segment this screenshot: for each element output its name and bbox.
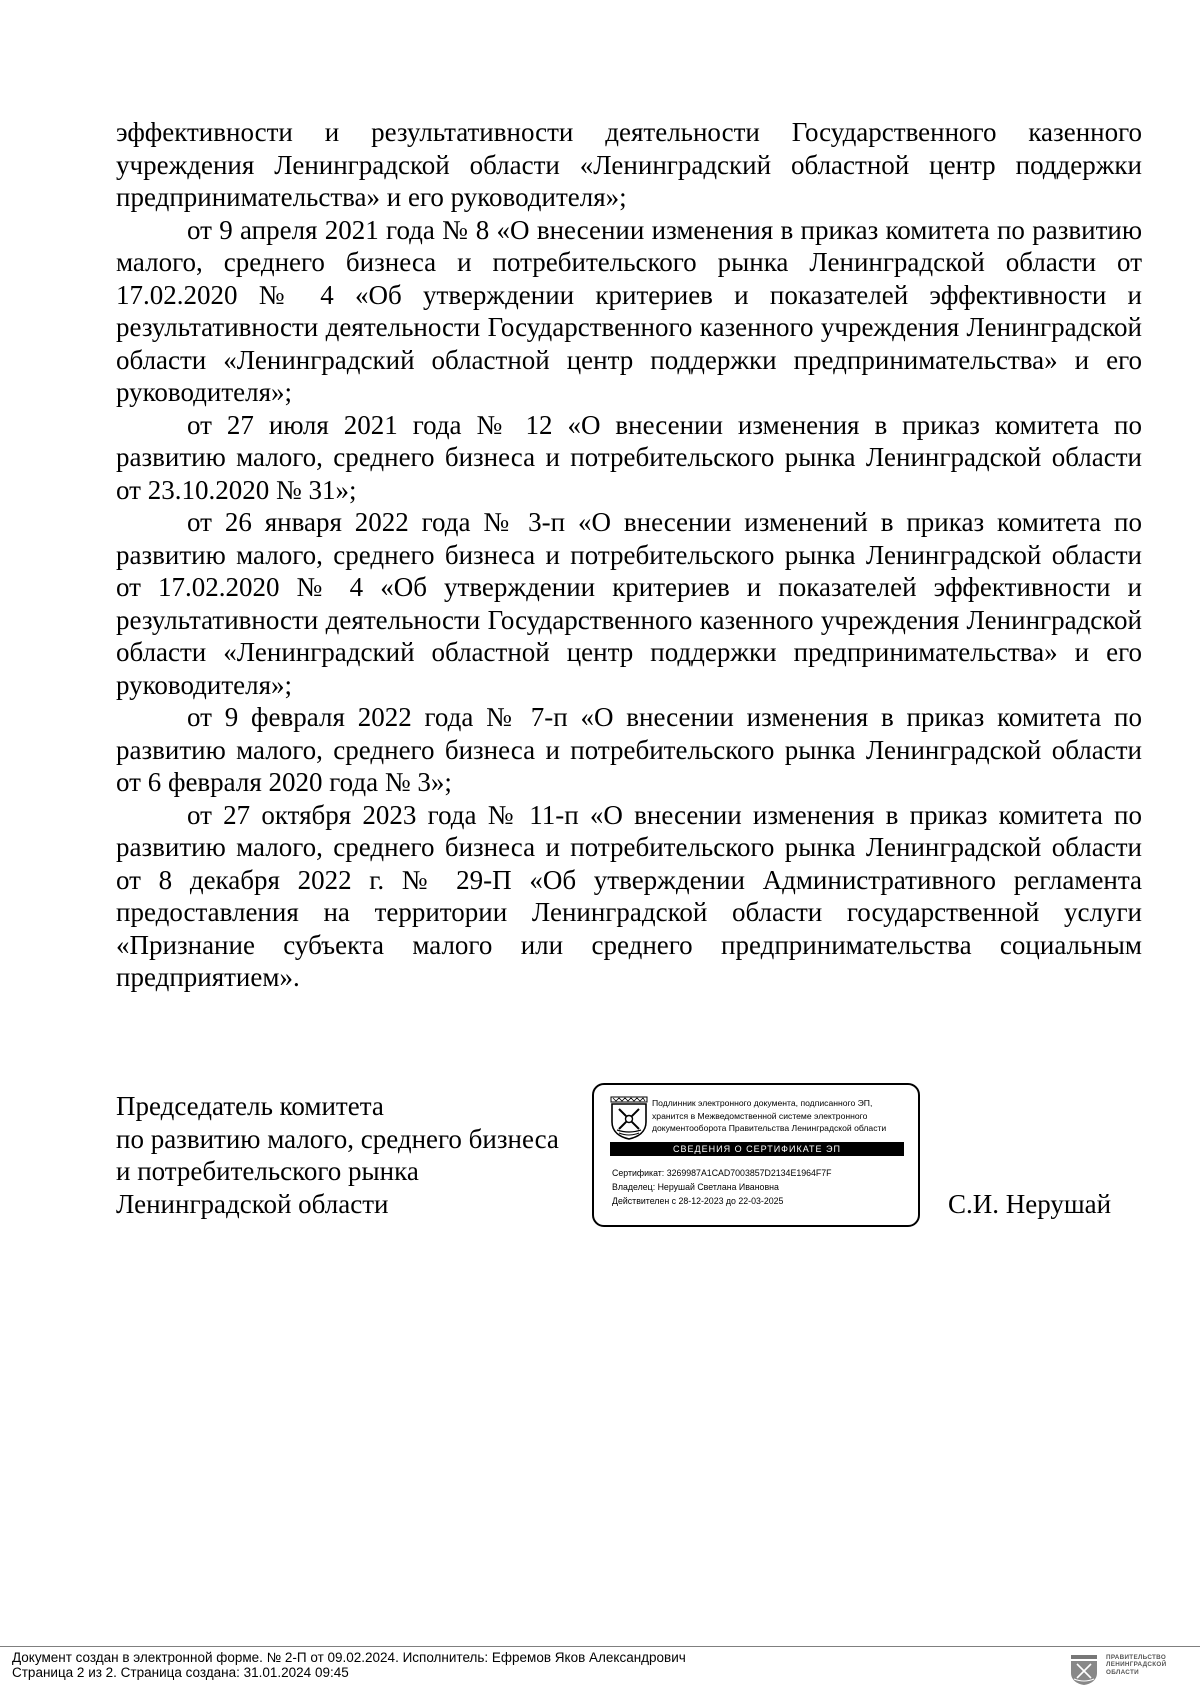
electronic-signature-stamp (592, 1083, 920, 1227)
document-body (116, 116, 1142, 994)
certificate-number: Сертификат: 3269987A1CAD7003857D2134E1964F7F (612, 1168, 832, 1178)
body-paragraph: от 9 апреля 2021 года № 8 «О внесении изменения в приказ комитета по развитию малого, среднего бизнеса и потребительского рынка Ленинградской области от 17.02.2020 № 4 «Об утверждении критериев и показателей эффективности и результативности деятельности Государственного казенного учреждения Ленинградской области «Ленинградский областной центр поддержки предпринимательства» и его руководителя»; (116, 214, 1142, 407)
signatory-position (116, 1090, 559, 1220)
signatory-position-line: Председатель комитета (116, 1091, 384, 1121)
certificate-details (612, 1166, 912, 1208)
body-paragraph: эффективности и результативности деятельности Государственного казенного учреждения Ленинградской области «Ленинградский областной центр поддержки предпринимательства» и его руководителя»; (116, 117, 1142, 212)
body-paragraph: от 26 января 2022 года № 3-п «О внесении изменений в приказ комитета по развитию малого, среднего бизнеса и потребительского рынка Ленинградской области от 17.02.2020 № 4 «Об утверждении критериев и показателей эффективности и результативности деятельности Государственного казенного учреждения Ленинградской области «Ленинградский областной центр поддержки предпринимательства» и его руководителя»; (116, 507, 1142, 700)
certificate-owner: Владелец: Нерушай Светлана Ивановна (612, 1182, 779, 1192)
stamp-header-bar: СВЕДЕНИЯ О СЕРТИФИКАТЕ ЭП (610, 1142, 904, 1156)
government-emblem-icon (1070, 1654, 1098, 1686)
certificate-validity: Действителен с 28-12-2023 до 22-03-2025 (612, 1196, 784, 1206)
stamp-original-note (652, 1097, 914, 1135)
stamp-note-line: Подлинник электронного документа, подписанного ЭП, (652, 1098, 873, 1108)
signatory-position-line: Ленинградской области (116, 1188, 389, 1219)
coat-of-arms-icon (610, 1096, 648, 1140)
footer-page-info: Страница 2 из 2. Страница создана: 31.01.2024 09:45 (12, 1665, 349, 1680)
stamp-note-line: хранится в Межведомственной системе электронного (652, 1110, 868, 1121)
government-logo (1070, 1652, 1190, 1690)
signatory-position-line: по развитию малого, среднего бизнеса (116, 1123, 559, 1154)
logo-text-line: ОБЛАСТИ (1106, 1668, 1139, 1676)
logo-text-line: ЛЕНИНГРАДСКОЙ (1106, 1661, 1167, 1669)
signatory-name: С.И. Нерушай (948, 1189, 1112, 1219)
stamp-note-line: документооборота Правительства Ленинградской области (652, 1123, 887, 1133)
logo-text-line: ПРАВИТЕЛЬСТВО (1106, 1654, 1167, 1661)
footer-document-info: Документ создан в электронной форме. № 2-П от 09.02.2024. Исполнитель: Ефремов Яков Александрович (12, 1650, 686, 1665)
body-paragraph: от 27 октября 2023 года № 11-п «О внесении изменения в приказ комитета по развитию малого, среднего бизнеса и потребительского рынка Ленинградской области от 8 декабря 2022 г. № 29-П «Об утверждении Административного регламента предоставления на территории Ленинградской области государственной услуги «Признание субъекта малого или среднего предпринимательства социальным предприятием». (116, 799, 1142, 992)
footer-divider (0, 1646, 1200, 1647)
body-paragraph: от 9 февраля 2022 года № 7-п «О внесении изменения в приказ комитета по развитию малого, среднего бизнеса и потребительского рынка Ленинградской области от 6 февраля 2020 года № 3»; (116, 702, 1142, 797)
government-logo-text (1106, 1654, 1190, 1676)
document-footer (12, 1650, 686, 1680)
body-paragraph: от 27 июля 2021 года № 12 «О внесении изменения в приказ комитета по развитию малого, среднего бизнеса и потребительского рынка Ленинградской области от 23.10.2020 № 31»; (116, 409, 1142, 505)
signatory-position-line: и потребительского рынка (116, 1156, 419, 1186)
